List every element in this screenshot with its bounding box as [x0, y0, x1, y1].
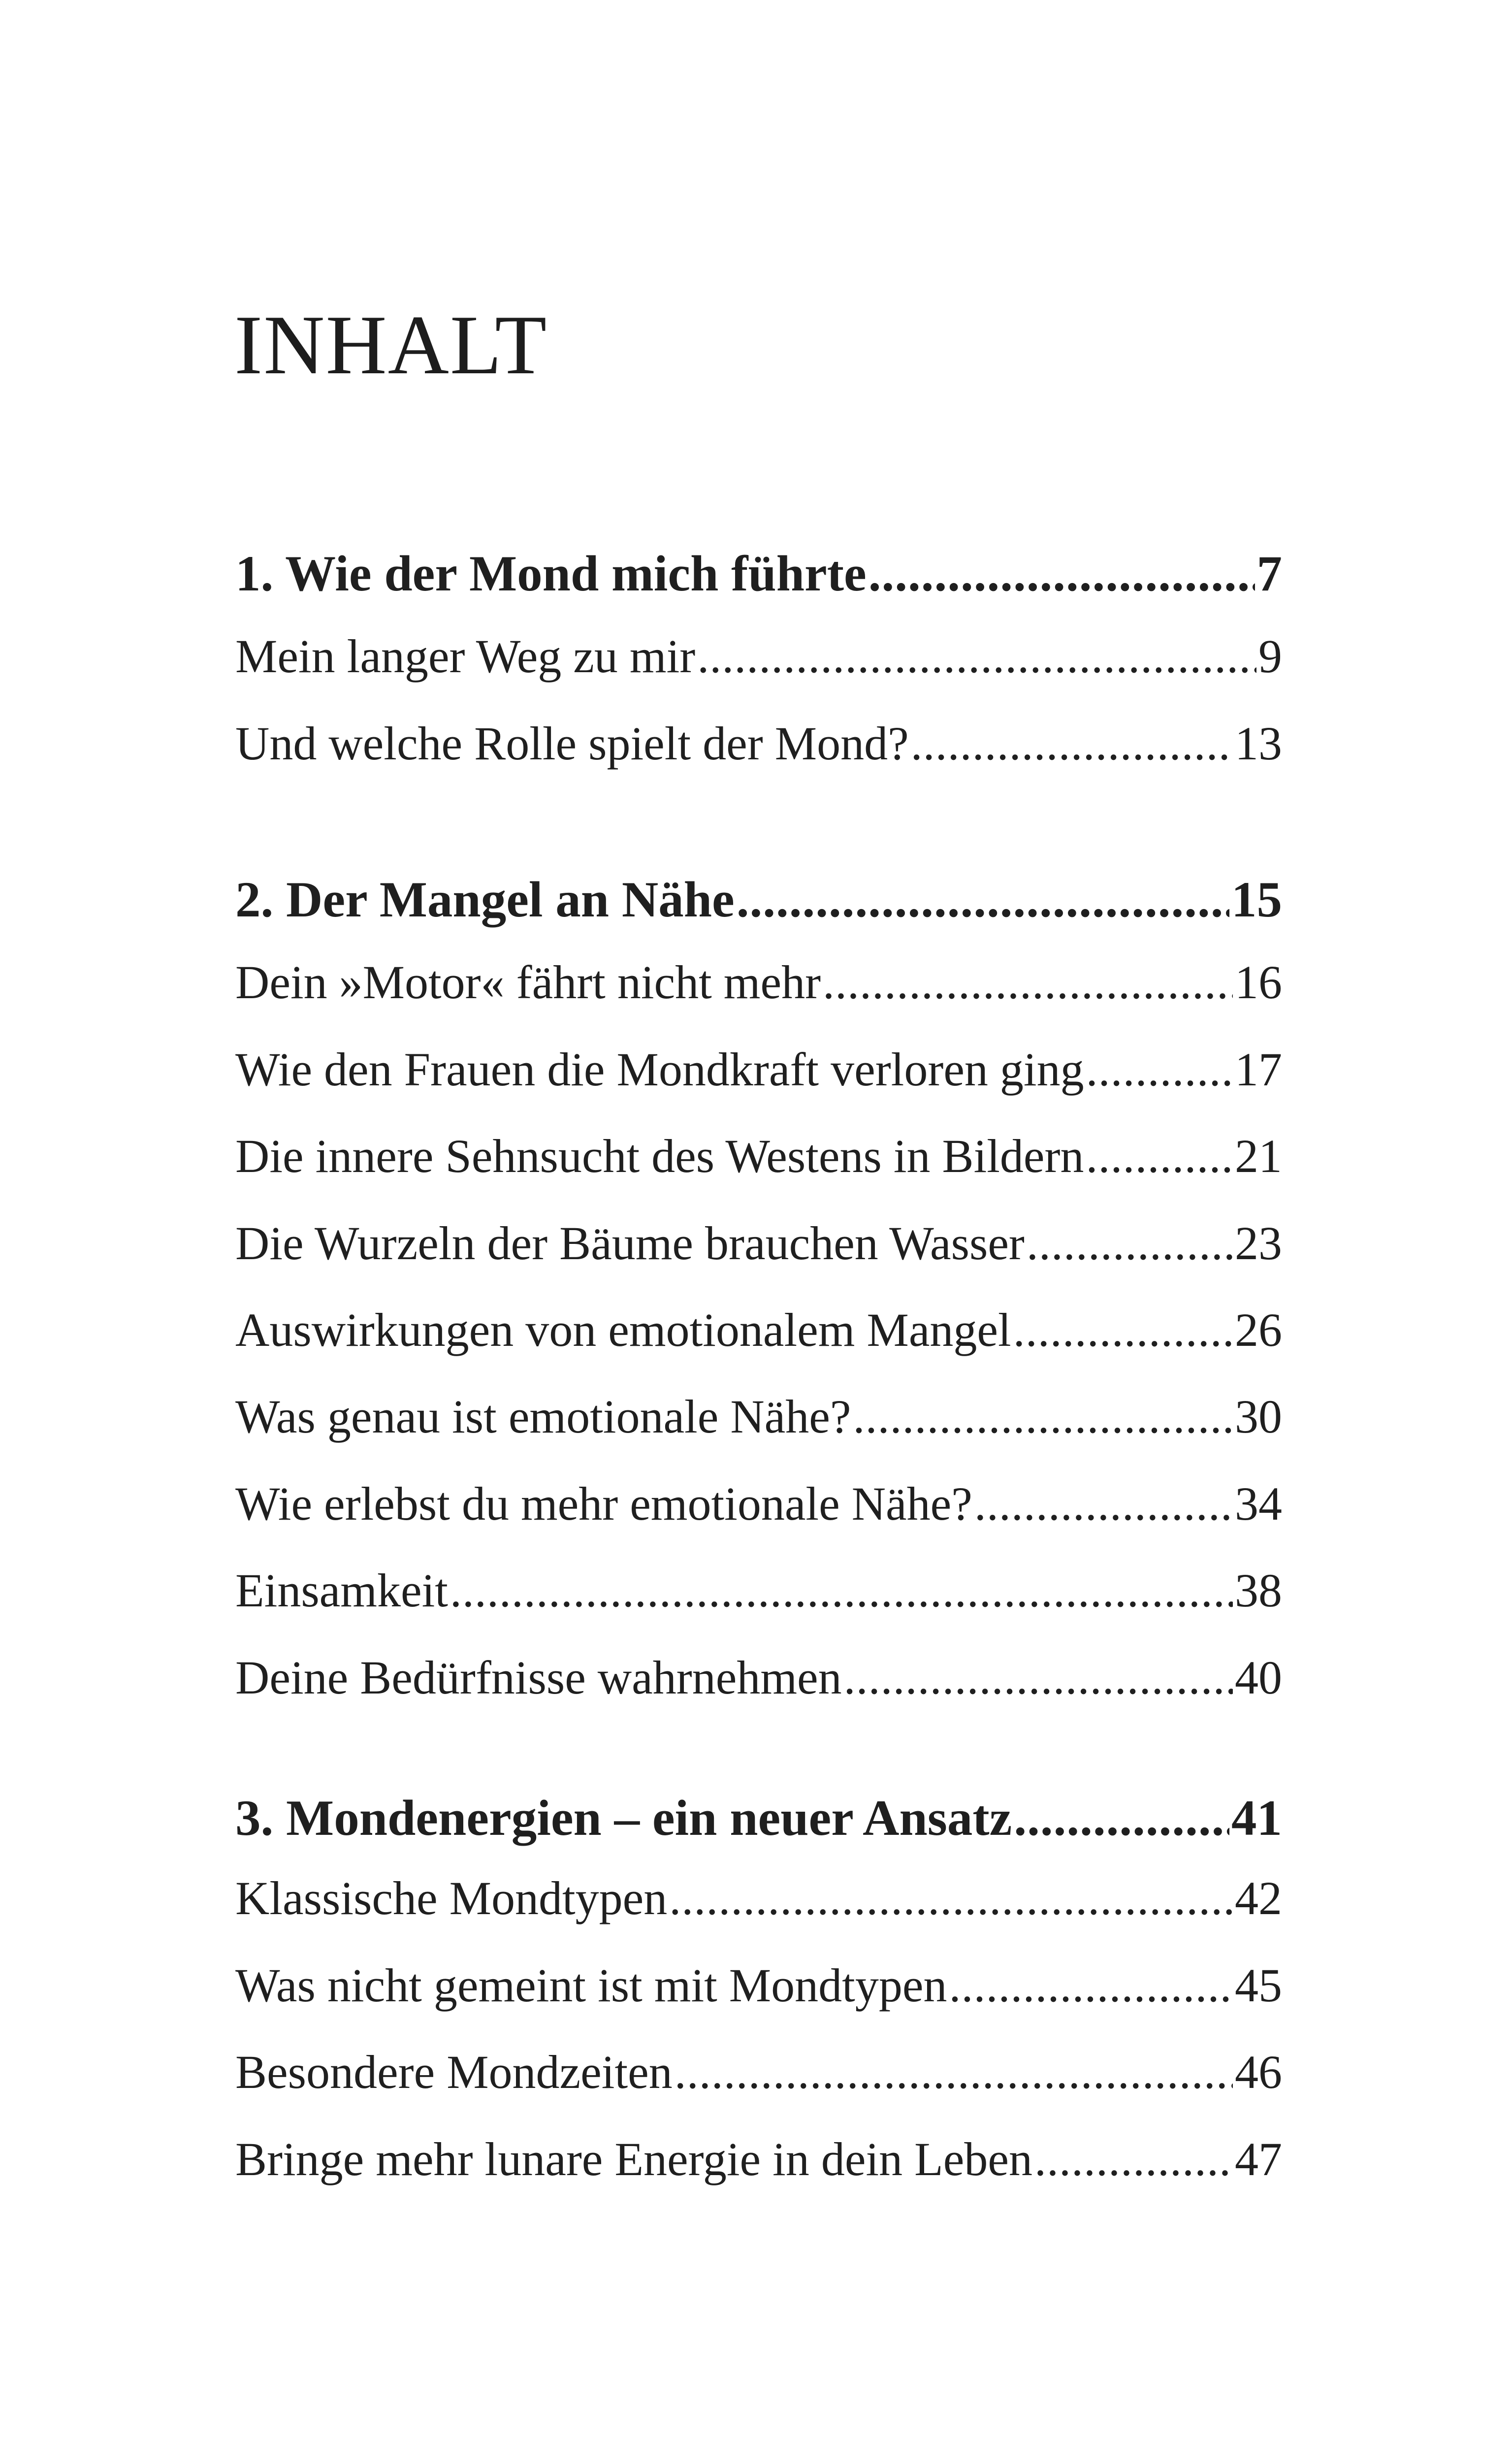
- toc-chapter-title: 2. Der Mangel an Nähe: [235, 872, 735, 928]
- toc-section-title: Besondere Mondzeiten: [235, 2046, 673, 2098]
- toc-section-title: Dein »Motor« fährt nicht mehr: [235, 956, 821, 1009]
- dot-leader: [697, 627, 1256, 686]
- dot-leader: [737, 868, 1229, 932]
- toc-section[interactable]: [235, 2130, 1282, 2189]
- toc-section-title: Klassische Mondtypen: [235, 1872, 668, 1924]
- toc-page-number: 34: [1235, 1477, 1282, 1530]
- toc-page-number: 17: [1235, 1043, 1282, 1096]
- toc-section[interactable]: [235, 1387, 1282, 1446]
- toc-section-title: Einsamkeit: [235, 1564, 448, 1617]
- toc-section-title: Die Wurzeln der Bäume brauchen Wasser: [235, 1217, 1025, 1270]
- dot-leader: [974, 1474, 1233, 1533]
- toc-page-number: 40: [1235, 1651, 1282, 1704]
- toc-chapter-title: 1. Wie der Mond mich führte: [235, 546, 867, 602]
- dot-leader: [675, 2043, 1233, 2102]
- dot-leader: [1014, 1786, 1229, 1850]
- toc-page-number: 16: [1235, 956, 1282, 1009]
- toc-page-number: 9: [1258, 630, 1282, 683]
- toc-section[interactable]: [235, 1648, 1282, 1707]
- toc-section-title: Bringe mehr lunare Energie in dein Leben: [235, 2133, 1032, 2185]
- toc-section-title: Mein langer Weg zu mir: [235, 630, 696, 683]
- toc-page-number: 45: [1235, 1959, 1282, 2012]
- toc-section-title: Wie erlebst du mehr emotionale Nähe?: [235, 1477, 972, 1530]
- toc-section[interactable]: [235, 953, 1282, 1012]
- toc-page-number: 7: [1256, 546, 1282, 602]
- dot-leader: [853, 1387, 1233, 1446]
- toc-section-title: Auswirkungen von emotionalem Mangel: [235, 1303, 1011, 1356]
- toc-page-number: 42: [1235, 1872, 1282, 1924]
- dot-leader: [949, 1956, 1233, 2015]
- toc-section[interactable]: [235, 2043, 1282, 2102]
- toc-page-number: 46: [1235, 2046, 1282, 2098]
- toc-section[interactable]: [235, 1474, 1282, 1533]
- dot-leader: [1086, 1127, 1233, 1186]
- toc-section-title: Die innere Sehnsucht des Westens in Bildern: [235, 1130, 1084, 1182]
- toc-section[interactable]: [235, 1301, 1282, 1360]
- toc-page-number: 47: [1235, 2133, 1282, 2185]
- toc-chapter-title: 3. Mondenergien – ein neuer Ansatz: [235, 1790, 1012, 1846]
- toc-chapter-1[interactable]: [235, 542, 1282, 606]
- toc-section[interactable]: [235, 714, 1282, 773]
- dot-leader: [1027, 1214, 1233, 1273]
- dot-leader: [1086, 1040, 1233, 1099]
- toc-page-number: 15: [1231, 872, 1282, 928]
- toc-section[interactable]: [235, 1869, 1282, 1928]
- toc-section[interactable]: [235, 627, 1282, 686]
- dot-leader: [450, 1561, 1233, 1620]
- toc-section-title: Was genau ist emotionale Nähe?: [235, 1390, 851, 1443]
- toc-page-number: 21: [1235, 1130, 1282, 1182]
- toc-page-number: 38: [1235, 1564, 1282, 1617]
- dot-leader: [1034, 2130, 1233, 2189]
- dot-leader: [844, 1648, 1233, 1707]
- toc-section[interactable]: [235, 1214, 1282, 1273]
- page-title: INHALT: [234, 298, 548, 392]
- toc-section-title: Wie den Frauen die Mondkraft verloren ging: [235, 1043, 1084, 1096]
- toc-section[interactable]: [235, 1127, 1282, 1186]
- toc-chapter-3[interactable]: [235, 1786, 1282, 1850]
- toc-page-number: 30: [1235, 1390, 1282, 1443]
- toc-chapter-2[interactable]: [235, 868, 1282, 932]
- dot-leader: [823, 953, 1233, 1012]
- toc-section[interactable]: [235, 1561, 1282, 1620]
- dot-leader: [869, 542, 1255, 606]
- dot-leader: [911, 714, 1233, 773]
- toc-page-number: 13: [1235, 717, 1282, 770]
- toc-section[interactable]: [235, 1956, 1282, 2015]
- dot-leader: [669, 1869, 1233, 1928]
- toc-page-number: 23: [1235, 1217, 1282, 1270]
- toc-page-number: 26: [1235, 1303, 1282, 1356]
- toc-section-title: Was nicht gemeint ist mit Mondtypen: [235, 1959, 947, 2012]
- toc-section-title: Deine Bedürfnisse wahrnehmen: [235, 1651, 842, 1704]
- toc-page-number: 41: [1231, 1790, 1282, 1846]
- toc-section-title: Und welche Rolle spielt der Mond?: [235, 717, 909, 770]
- toc-section[interactable]: [235, 1040, 1282, 1099]
- dot-leader: [1013, 1301, 1233, 1360]
